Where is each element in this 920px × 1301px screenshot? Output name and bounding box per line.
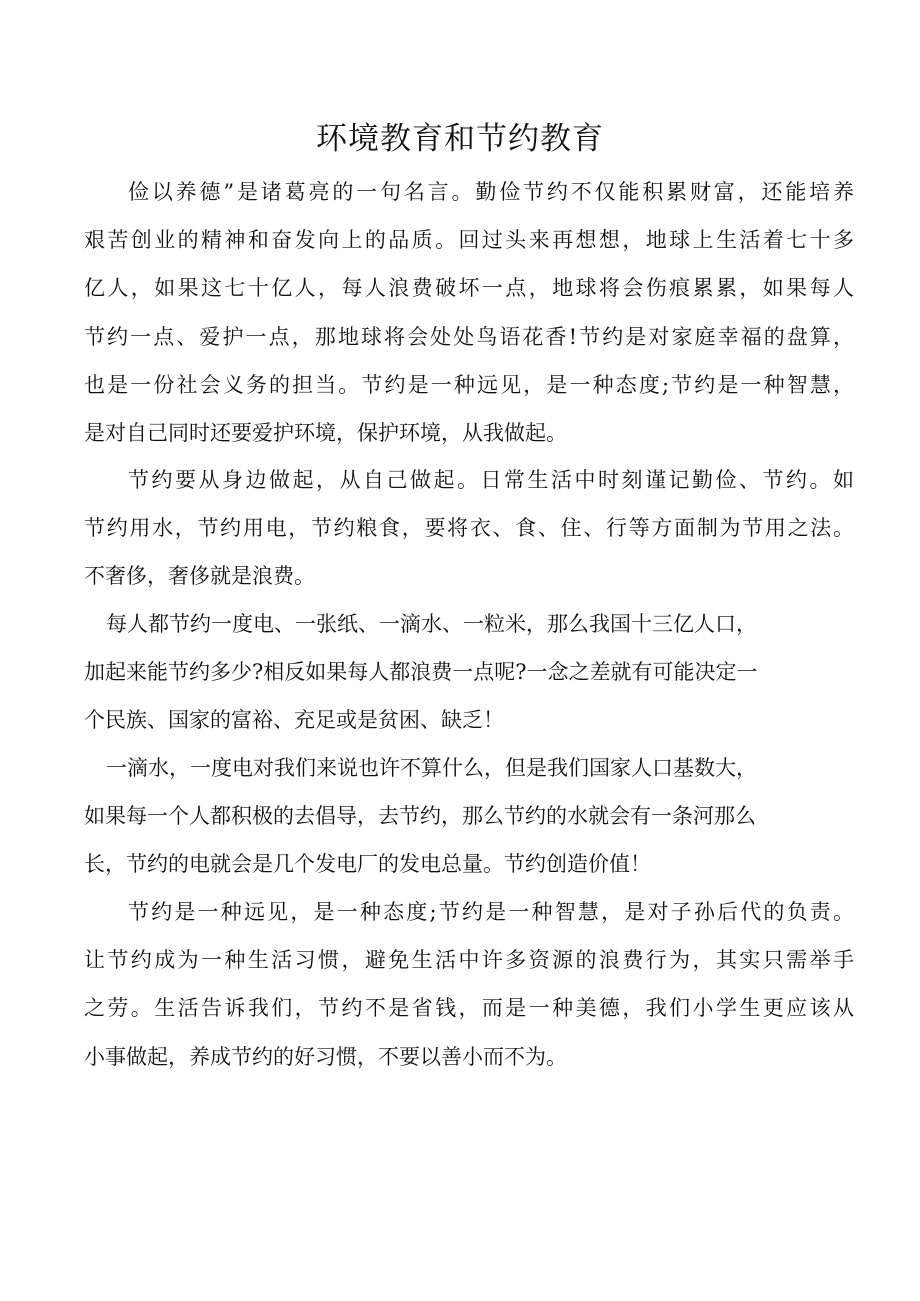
paragraph-line: 加起来能节约多少?相反如果每人都浪费一点呢?一念之差就有可能决定一 xyxy=(84,660,758,685)
paragraph-line: 俭以养德”是诸葛亮的一句名言。勤俭节约不仅能积累财富，还能培养 xyxy=(128,180,854,204)
paragraph-1 xyxy=(84,168,854,457)
paragraph-line: 也是一份社会义务的担当。节约是一种远见，是一种态度;节约是一种智慧， xyxy=(84,372,854,397)
paragraph-line: 不奢侈，奢侈就是浪费。 xyxy=(84,564,315,589)
paragraph-line: 个民族、国家的富裕、充足或是贫困、缺乏！ xyxy=(84,708,504,733)
paragraph-line: 节约一点、爱护一点，那地球将会处处鸟语花香!节约是对家庭幸福的盘算， xyxy=(84,324,854,349)
paragraph-line: 一滴水，一度电对我们来说也许不算什么，但是我们国家人口基数大， xyxy=(106,756,757,780)
paragraph-line: 每人都节约一度电、一张纸、一滴水、一粒米，那么我国十三亿人口， xyxy=(106,612,757,636)
paragraph-line: 让节约成为一种生活习惯，避免生活中许多资源的浪费行为，其实只需举手 xyxy=(84,948,854,973)
paragraph-line: 如果每一个人都积极的去倡导，去节约，那么节约的水就会有一条河那么 xyxy=(84,804,756,829)
document-title: 环境教育和节约教育 xyxy=(316,121,604,157)
paragraph-line: 节约要从身边做起，从自己做起。日常生活中时刻谨记勤俭、节约。如 xyxy=(128,468,854,492)
paragraph-2 xyxy=(84,456,854,601)
paragraph-line: 节约用水，节约用电，节约粮食，要将衣、食、住、行等方面制为节用之法。 xyxy=(84,516,854,541)
paragraph-line: 长，节约的电就会是几个发电厂的发电总量。节约创造价值！ xyxy=(84,852,651,877)
paragraph-5 xyxy=(84,888,854,1081)
paragraph-line: 是对自己同时还要爱护环境，保护环境，从我做起。 xyxy=(84,421,567,446)
paragraph-line: 小事做起，养成节约的好习惯，不要以善小而不为。 xyxy=(84,1044,567,1069)
paragraph-3 xyxy=(84,600,854,745)
paragraph-line: 艰苦创业的精神和奋发向上的品质。回过头来再想想，地球上生活着七十多 xyxy=(84,228,854,253)
paragraph-line: 节约是一种远见，是一种态度;节约是一种智慧，是对子孙后代的负责。 xyxy=(128,900,854,924)
paragraph-line: 之劳。生活告诉我们，节约不是省钱，而是一种美德，我们小学生更应该从 xyxy=(84,996,854,1021)
paragraph-line: 亿人，如果这七十亿人，每人浪费破坏一点，地球将会伤痕累累，如果每人 xyxy=(84,276,854,301)
paragraph-4 xyxy=(84,744,854,889)
